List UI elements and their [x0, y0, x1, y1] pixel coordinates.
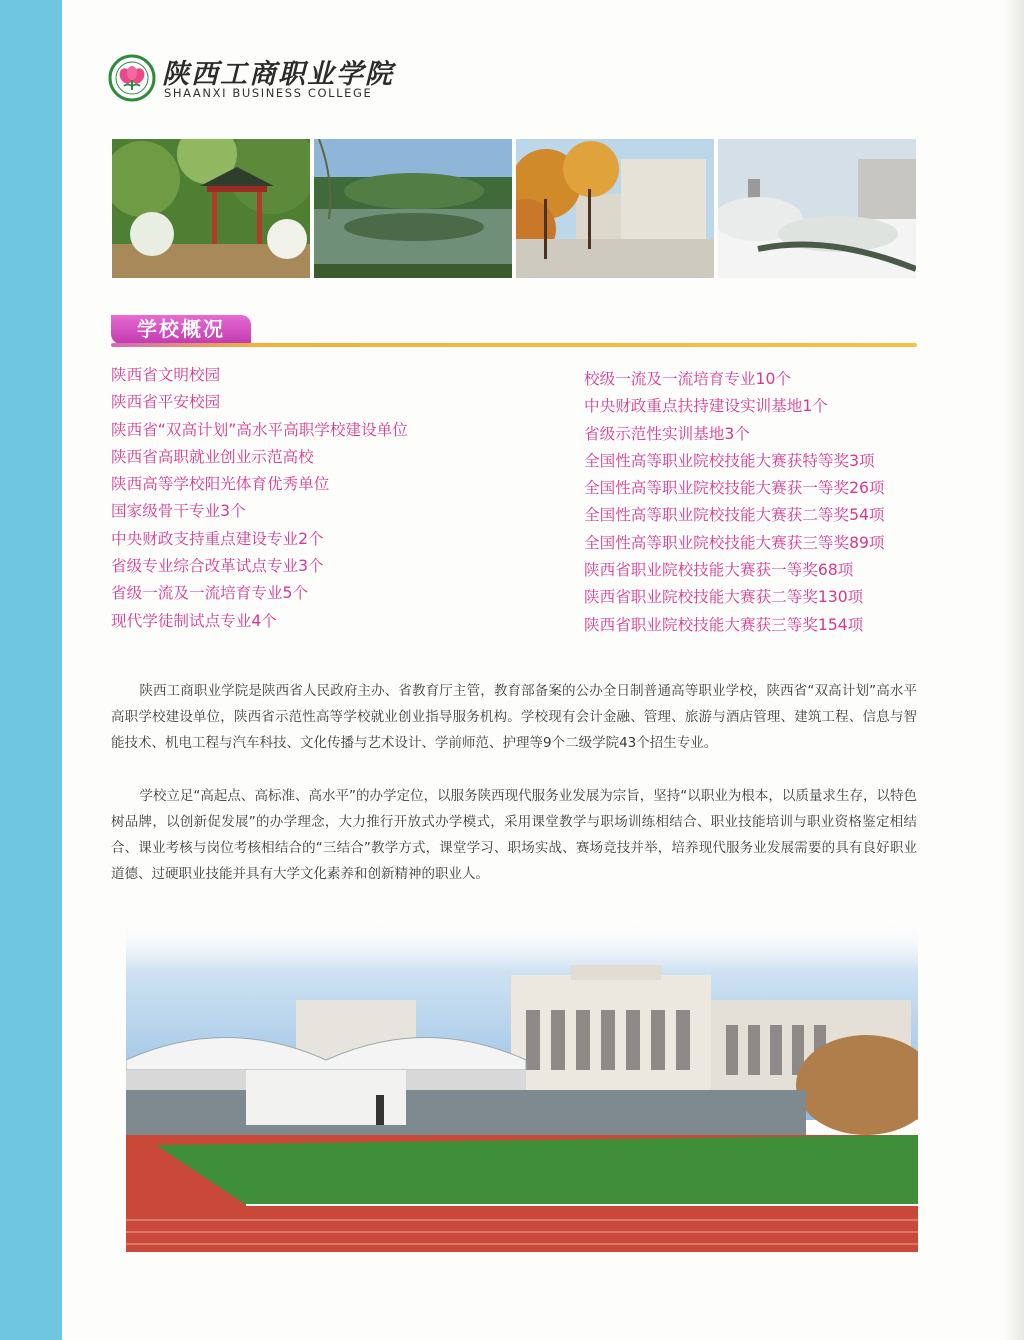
list-item: 全国性高等职业院校技能大赛获一等奖26项 [584, 479, 885, 498]
lake-photo [314, 139, 512, 278]
college-name-cn: 陕西工商职业学院 [162, 59, 394, 90]
autumn-campus-photo [516, 139, 714, 278]
list-item: 国家级骨干专业3个 [111, 502, 246, 521]
list-item: 中央财政支持重点建设专业2个 [111, 529, 324, 548]
section-title-tab: 学校概况 [111, 315, 251, 344]
list-item: 省级专业综合改革试点专业3个 [111, 557, 324, 576]
snow-campus-photo [718, 139, 916, 278]
page-edge-shadow [1004, 0, 1024, 1340]
list-item: 省级一流及一流培育专业5个 [111, 584, 309, 603]
list-item: 陕西省文明校园 [111, 366, 221, 384]
list-item: 陕西高等学校阳光体育优秀单位 [111, 475, 330, 494]
philosophy-paragraph: 学校立足“高起点、高标准、高水平”的办学定位，以服务陕西现代服务业发展为宗旨，坚持“以职业为根本，以质量求生存，以特色树品牌，以创新促发展”的办学理念，大力推行开放式办学模式，采用课堂教学与职场训练相结合、职业技能培训与职业资格鉴定相结合、课业考核与岗位考核相结合的“三结合”教学方式，课堂学习、职场实战、赛场竞技并举，培养现代服务业发展需要的具有良好职业道德、过硬职业技能并具有大学文化素养和创新精神的职业人。 [111, 788, 917, 882]
college-name-en: SHAANXI BUSINESS COLLEGE [164, 86, 373, 100]
achievements-right-list [584, 366, 885, 639]
list-item: 中央财政重点扶持建设实训基地1个 [584, 397, 828, 416]
list-item: 陕西省高职就业创业示范高校 [111, 447, 314, 466]
list-item: 全国性高等职业院校技能大赛获特等奖3项 [584, 451, 875, 470]
list-item: 陕西省职业院校技能大赛获一等奖68项 [584, 561, 854, 580]
stadium-photo [126, 920, 918, 1252]
list-item: 陕西省职业院校技能大赛获三等奖154项 [584, 615, 864, 634]
section-divider [111, 343, 917, 347]
list-item: 陕西省“双高计划”高水平高职学校建设单位 [111, 420, 408, 439]
achievements-left-list [111, 362, 408, 635]
list-item: 陕西省职业院校技能大赛获二等奖130项 [584, 588, 864, 607]
list-item: 校级一流及一流培育专业10个 [584, 370, 791, 388]
list-item: 陕西省平安校园 [111, 393, 221, 412]
left-color-strip [0, 0, 62, 1340]
list-item: 省级示范性实训基地3个 [584, 424, 750, 443]
list-item: 全国性高等职业院校技能大赛获三等奖89项 [584, 533, 885, 552]
garden-pavilion-photo [112, 139, 310, 278]
list-item: 全国性高等职业院校技能大赛获二等奖54项 [584, 506, 885, 525]
college-emblem-icon [108, 54, 156, 102]
list-item: 现代学徒制试点专业4个 [111, 611, 277, 630]
intro-paragraph: 陕西工商职业学院是陕西省人民政府主办、省教育厅主管，教育部备案的公办全日制普通高等职业学校，陕西省“双高计划”高水平高职学校建设单位，陕西省示范性高等学校就业创业指导服务机构。学校现有会计金融、管理、旅游与酒店管理、建筑工程、信息与智能技术、机电工程与汽车科技、文化传播与艺术设计、学前师范、护理等9个二级学院43个招生专业。 [111, 683, 917, 751]
